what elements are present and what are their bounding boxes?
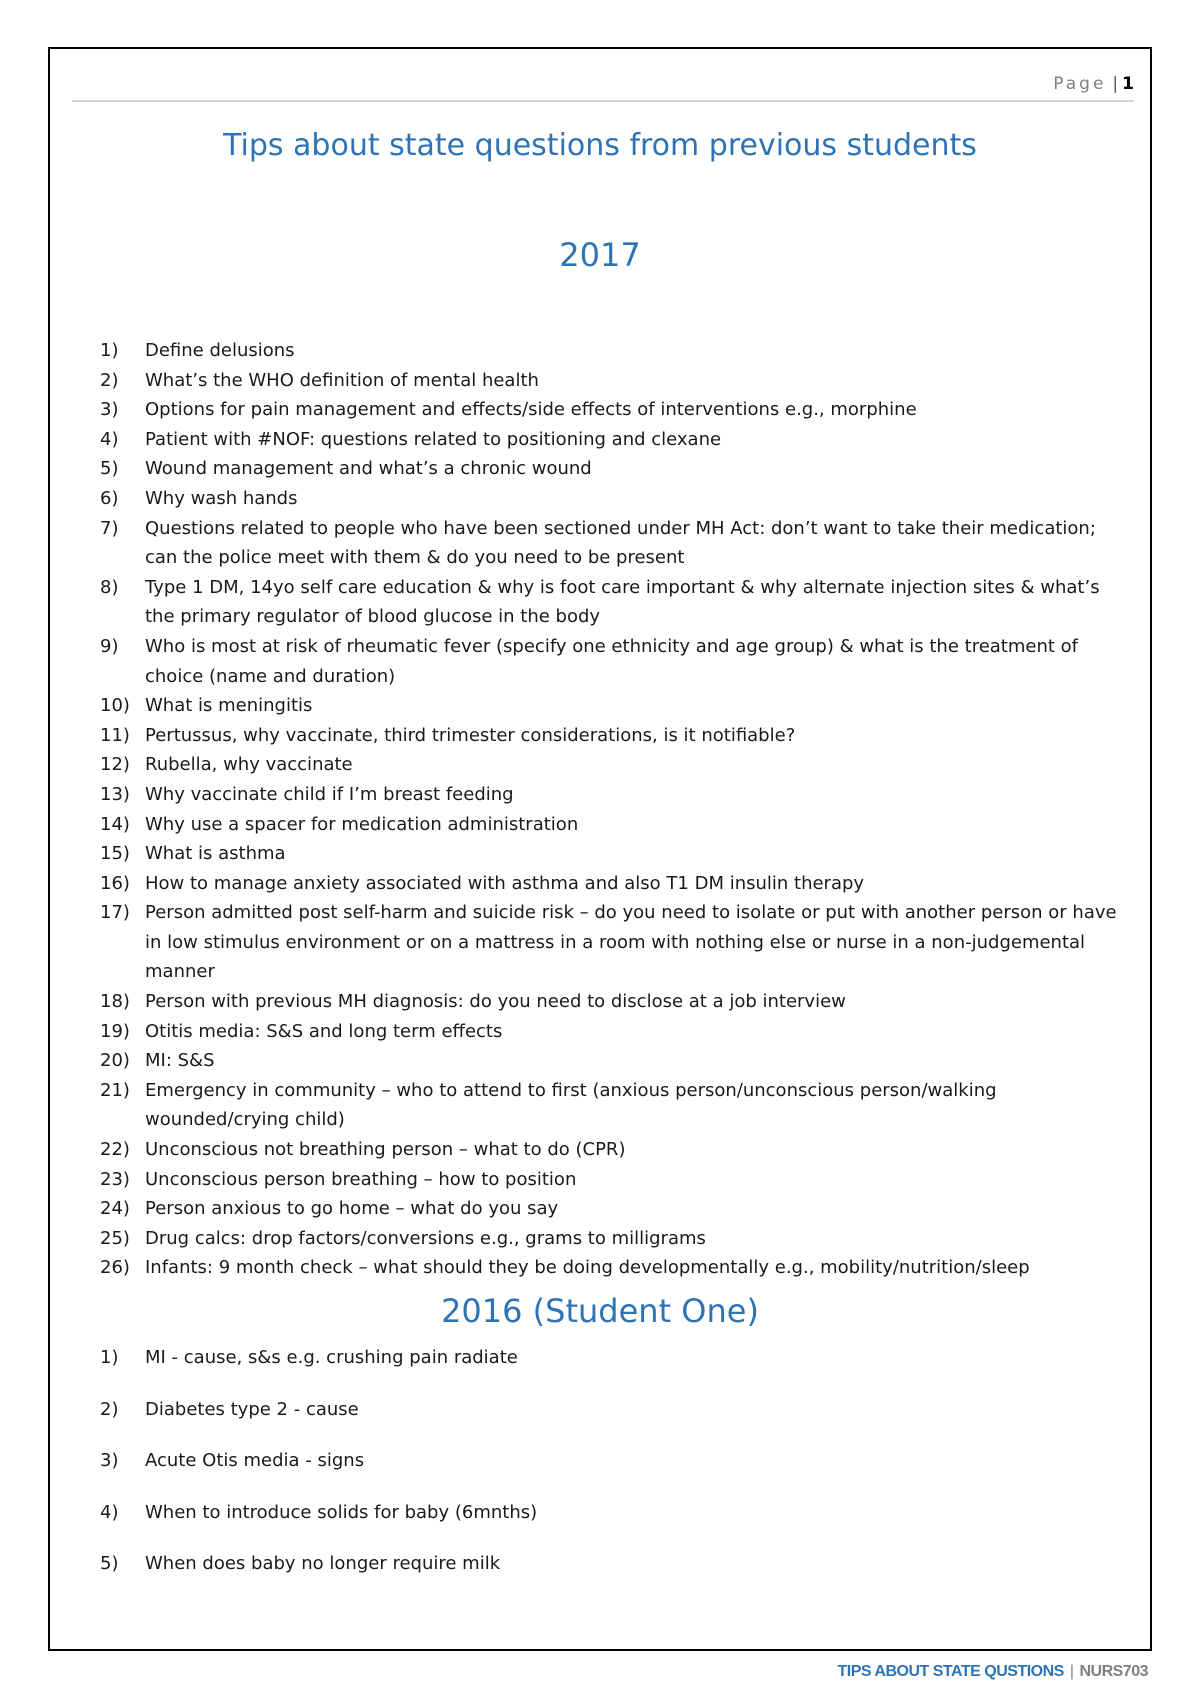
list-item-text: Who is most at risk of rheumatic fever (specify one ethnicity and age group) & what is the treatment of choice (name and duration) (145, 635, 1079, 687)
list-item-text: Type 1 DM, 14yo self care education & why is foot care important & why alternate injection sites & what’s the primary regulator of blood glucose in the body (145, 576, 1100, 628)
question-list-2016 (100, 1343, 1120, 1601)
list-item (100, 1165, 1120, 1195)
list-item (100, 898, 1120, 987)
list-item (100, 1017, 1120, 1047)
list-item-number: 7) (100, 517, 119, 539)
list-item (100, 780, 1120, 810)
list-item-text: Wound management and what’s a chronic wound (145, 458, 592, 480)
page-footer (837, 1663, 1148, 1681)
list-item-text: What is asthma (145, 843, 286, 865)
list-item-text: Unconscious not breathing person – what to do (CPR) (145, 1139, 626, 1161)
list-item (100, 1498, 1120, 1528)
list-item (100, 987, 1120, 1017)
list-item (100, 573, 1120, 632)
list-item-text: MI: S&S (145, 1050, 215, 1072)
list-item-number: 1) (100, 1347, 119, 1368)
list-item-text: Person admitted post self-harm and suicide risk – do you need to isolate or put with another person or have in low stimulus environment or on a mattress in a room with nothing else or nurse in a non-judgemental manner (145, 902, 1117, 983)
list-item-text: Otitis media: S&S and long term effects (145, 1020, 503, 1042)
list-item-number: 5) (100, 458, 119, 480)
list-item-text: Drug calcs: drop factors/conversions e.g., grams to milligrams (145, 1227, 706, 1249)
list-item-text: Pertussus, why vaccinate, third trimester considerations, is it notifiable? (145, 724, 796, 746)
list-item-text: MI - cause, s&s e.g. crushing pain radiate (145, 1347, 518, 1368)
list-item-number: 4) (100, 428, 119, 450)
list-item-text: How to manage anxiety associated with asthma and also T1 DM insulin therapy (145, 872, 865, 894)
list-item-number: 18) (100, 991, 130, 1013)
list-item-number: 12) (100, 754, 130, 776)
list-item-number: 1) (100, 340, 119, 361)
footer-title: TIPS ABOUT STATE QUSTIONS (837, 1663, 1064, 1680)
section-heading-2016: 2016 (Student One) (441, 1292, 759, 1330)
list-item-number: 14) (100, 813, 130, 835)
list-item-text: Why vaccinate child if I’m breast feeding (145, 783, 514, 805)
list-item-number: 8) (100, 576, 119, 598)
list-item-number: 3) (100, 399, 119, 421)
list-item (100, 1395, 1120, 1425)
list-item-number: 6) (100, 487, 119, 509)
list-item (100, 1343, 1120, 1373)
list-item-text: When to introduce solids for baby (6mnths) (145, 1501, 538, 1523)
list-item-text: Diabetes type 2 - cause (145, 1398, 359, 1420)
list-item (100, 1224, 1120, 1254)
list-item-number: 2) (100, 1398, 119, 1420)
list-item-number: 16) (100, 872, 130, 894)
list-item-number: 15) (100, 843, 130, 865)
list-item-text: Emergency in community – who to attend to first (anxious person/unconscious person/walking wounded/crying child) (145, 1079, 997, 1131)
page-separator: | (1112, 74, 1119, 94)
list-item-number: 20) (100, 1050, 130, 1072)
list-item-text: Why wash hands (145, 487, 298, 509)
list-item-number: 17) (100, 902, 130, 924)
list-item-number: 11) (100, 724, 130, 746)
list-item (100, 810, 1120, 840)
list-item-text: Acute Otis media - signs (145, 1450, 365, 1472)
list-item (100, 869, 1120, 899)
list-item (100, 1135, 1120, 1165)
list-item-text: Why use a spacer for medication administration (145, 813, 579, 835)
list-item-number: 2) (100, 369, 119, 391)
list-item-number: 9) (100, 635, 119, 657)
list-item-number: 24) (100, 1198, 130, 1220)
list-item-number: 23) (100, 1168, 130, 1190)
list-item-text: Infants: 9 month check – what should they be doing developmentally e.g., mobility/nutrition/sleep (145, 1257, 1030, 1279)
list-item (100, 839, 1120, 869)
list-item-number: 21) (100, 1079, 130, 1101)
list-item (100, 750, 1120, 780)
list-item-text: Unconscious person breathing – how to position (145, 1168, 577, 1190)
list-item-number: 5) (100, 1553, 119, 1575)
list-item (100, 1549, 1120, 1579)
list-item-text: Define delusions (145, 340, 295, 361)
list-item (100, 514, 1120, 573)
list-item-text: Questions related to people who have been sectioned under MH Act: don’t want to take their medication; can the police meet with them & do you need to be present (145, 517, 1096, 569)
list-item (100, 395, 1120, 425)
page-header (72, 74, 1134, 102)
list-item-text: When does baby no longer require milk (145, 1553, 501, 1575)
footer-course-code: NURS703 (1079, 1663, 1148, 1680)
list-item-text: Patient with #NOF: questions related to positioning and clexane (145, 428, 722, 450)
list-item (100, 1194, 1120, 1224)
list-item (100, 691, 1120, 721)
list-item (100, 336, 1120, 366)
list-item-number: 22) (100, 1139, 130, 1161)
list-item (100, 425, 1120, 455)
question-list-2017 (100, 336, 1120, 1283)
page-label: Page (1053, 74, 1107, 94)
list-item-text: What’s the WHO definition of mental health (145, 369, 539, 391)
list-item (100, 721, 1120, 751)
list-item (100, 484, 1120, 514)
list-item (100, 1046, 1120, 1076)
list-item (100, 366, 1120, 396)
list-item-number: 25) (100, 1227, 130, 1249)
list-item-number: 3) (100, 1450, 119, 1472)
list-item-text: Options for pain management and effects/side effects of interventions e.g., morphine (145, 399, 917, 421)
list-item (100, 1076, 1120, 1135)
list-item (100, 1446, 1120, 1476)
list-item-number: 13) (100, 783, 130, 805)
list-item-text: Rubella, why vaccinate (145, 754, 353, 776)
list-item-text: Person with previous MH diagnosis: do you need to disclose at a job interview (145, 991, 846, 1013)
list-item-text: What is meningitis (145, 695, 313, 717)
list-item (100, 632, 1120, 691)
section-heading-2017: 2017 (559, 236, 641, 274)
document-title: Tips about state questions from previous students (223, 128, 977, 163)
list-item-number: 10) (100, 695, 130, 717)
list-item-number: 19) (100, 1020, 130, 1042)
footer-separator: | (1069, 1663, 1074, 1680)
list-item-number: 4) (100, 1501, 119, 1523)
list-item-number: 26) (100, 1257, 130, 1279)
list-item (100, 454, 1120, 484)
list-item (100, 1253, 1120, 1283)
page-number: 1 (1122, 74, 1134, 94)
list-item-text: Person anxious to go home – what do you say (145, 1198, 559, 1220)
